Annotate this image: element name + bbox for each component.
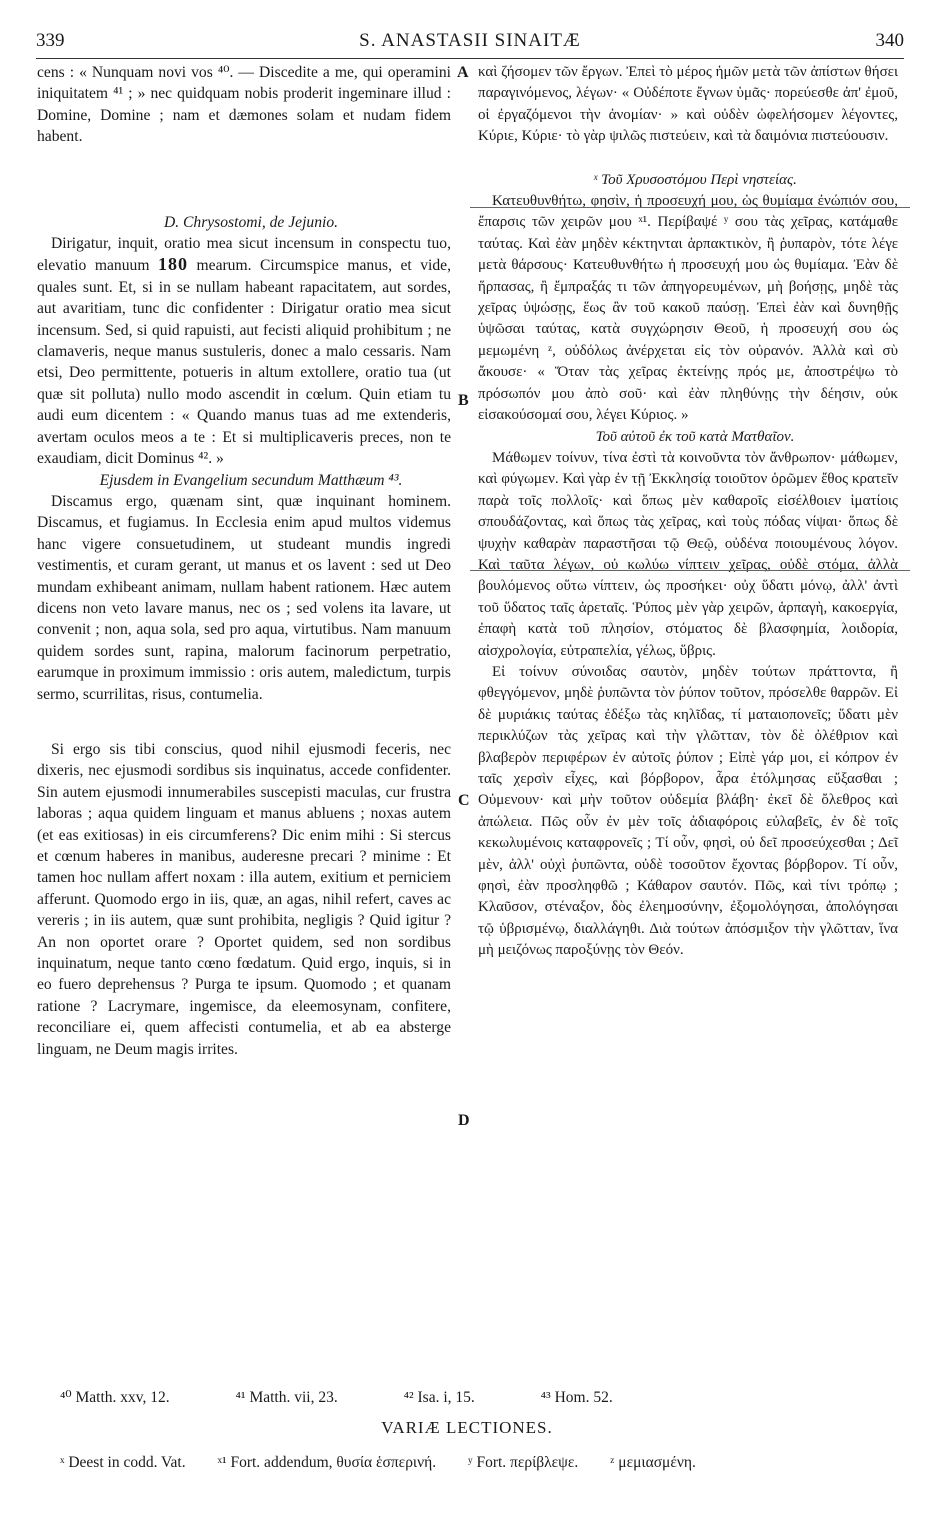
footnote: ⁴² Isa. i, 15. <box>403 1389 475 1406</box>
variae-lectiones <box>60 1454 900 1472</box>
greek-divider <box>470 207 910 208</box>
variant-reading: ʸ Fort. περίβλεψε. <box>467 1454 579 1471</box>
greek-para-3: Μάθωμεν τοίνυν, τίνα ἐστὶ τὰ κοινοῦντα τὸν ἄνθρωπον· μάθωμεν, καὶ φύγωμεν. Καὶ γὰρ ἐν τῇ Ἐκκλησίᾳ τοιοῦτον ὁρῶμεν ἔθος κρατεῖν παρὰ τοῖς πολλοῖς· καὶ ὅπως μὲν καθαροῖς εἰσέλθοιεν ἱματίοις σπουδάζοντας, καὶ ὅπως τὰς χεῖρας, καὶ τοὺς πόδας νίψαι· ὅπως δὲ ψυχὴν καθαρὰν παραστῆσαι τῷ Θεῷ, οὐδένα ποιουμένους λόγον. Καὶ ταῦτα λέγων, οὐ κωλύω νίπτειν χεῖρας, οὐδὲ στόμα, ἀλλὰ βουλόμενος οὕτω νίπτειν, ὡς προσήκει· οὐχ ὕδατι μόνῳ, ἀλλ' ἀντὶ τοῦ ὕδατος ταῖς ἀρεταῖς. Ῥύπος μὲν γὰρ χειρῶν, ἁρπαγὴ, κακοεργία, ἐπαφὴ κατὰ τοῦ πλησίον, στόματος δὲ βλασφημία, λοιδορία, αἰσχρολογία, εὐτραπελία, γέλως, ὕβρις. <box>478 449 898 659</box>
footnote: ⁴⁰ Matth. xxv, 12. <box>60 1389 170 1406</box>
variae-lectiones-title: VARIÆ LECTIONES. <box>381 1418 553 1437</box>
latin-para-2-end: mearum. Circumspice manus, et vide, quales sunt. Et, si in se nullam habeant rapacitatem, aut sordes, aut avaritiam, tunc dic confidenter : Dirigatur oratio mea sicut incensum. Sed, si quid rapuisti, aut fecisti aliquid prohibitum ; ne clamaveris, neque manus sustuleris, donec a malo cessaris. Nam etsi, Deo permittente, potueris in altum extollere, oratio tua (ut quæ sit polluta) nullo modo ascendit in cœlum. Quin etiam tu audi eum dicentem : « Quando manus tuas ad me extenderis, avertam oculos meos a te : Et si multiplicaveris preces, non te exaudiam, dicit Dominus ⁴². » <box>37 257 452 468</box>
header-rule <box>36 58 904 59</box>
marker-c: C <box>458 792 470 809</box>
latin-heading-chrysostom: D. Chrysostomi, de Jejunio. <box>163 213 339 231</box>
right-page-number: 340 <box>875 30 904 51</box>
variant-reading: ᶻ μεμιασμένη. <box>610 1454 696 1471</box>
greek-para-4: Εἰ τοίνυν σύνοιδας σαυτὸν, μηδὲν τούτων πράττοντα, ἢ φθεγγόμενον, μηδὲ ῥυπῶντα τὸν ῥύπον τοῦτον, πρόσελθε θαρρῶν. Εἰ δὲ μυριάκις ταύτας ἐδέξω τὰς κηλῖδας, τί ματαιοπονεῖς; ὕδατι μὲν περικλύζων τὰς χεῖρας καὶ τὴν γλῶτταν, τὸν δὲ ὀλέθριον καὶ βλαβερὸν περιφέρων ἐν αὐτοῖς ῥύπον ; Εἰπὲ γάρ μοι, εἰ κόπρον ἐν ταῖς χερσὶν εἶχες, καὶ βόρβορον, ἆρα ἐτόλμησας εὔξασθαι ; Οὐμενουν· καὶ μὴν τοῦτον οὐδεμία βλάβη· ἐκεῖ δὲ ὄλεθρος καὶ ἀπώλεια. Πῶς οὖν ἐν μὲν τοῖς ἀδιαφόροις εὐλαβεῖς, ἐν δὲ τοῖς κεκωλυμένοις καταφρονεῖς ; Τί οὖν, φησὶ, οὐ δεῖ προσεύχεσθαι ; Δεῖ μὲν, ἀλλ' οὐχὶ ῥυπῶντα, οὐδὲ τοσοῦτον ἔχοντας βόρβορον. Τί οὖν, φησὶ, ἐὰν προσληφθῶ ; Κάθαρον σαυτόν. Πῶς, καὶ τίνι τρόπῳ ; Κλαῦσον, στέναξον, δὸς ἐλεημοσύνην, ἐξομολόγησαι, ἀπολόγησαι τῷ ὑβρισμένῳ, διαλλάγηθι. Διὰ τούτων ἀπόσμιξον τὴν γλῶτταν, ἵνα μὴ μειζόνως παροξύνῃς τὸν Θεόν. <box>478 663 898 959</box>
latin-para-2 <box>37 233 451 469</box>
variant-reading: ˣ Deest in codd. Vat. <box>60 1454 186 1471</box>
spacer <box>37 148 451 212</box>
footnotes <box>60 1388 890 1407</box>
marker-a: A <box>457 64 469 81</box>
footnote: ⁴¹ Matth. vii, 23. <box>235 1389 338 1406</box>
column-number: 180 <box>157 254 188 275</box>
running-title: S. ANASTASII SINAITÆ <box>359 30 581 51</box>
spacer <box>37 705 451 739</box>
footnote: ⁴³ Hom. 52. <box>540 1389 613 1406</box>
marker-b: B <box>458 392 469 409</box>
left-page-number: 339 <box>36 30 65 51</box>
latin-para-2-start: Dirigatur, inquit, oratio mea sicut incensum in conspectu tuo, elevatio manuum <box>37 235 451 275</box>
greek-divider <box>470 570 910 571</box>
spacer <box>478 148 898 170</box>
variant-reading: ˣ¹ Fort. addendum, θυσία ἑσπερινή. <box>217 1454 437 1471</box>
latin-heading-matthew: Ejusdem in Evangelium secundum Matthæum ⁴³. <box>99 471 403 489</box>
marker-d: D <box>458 1112 470 1129</box>
latin-para-4: Si ergo sis tibi conscius, quod nihil ejusmodi feceris, nec dixeris, nec ejusmodi sordibus sis inquinatus, accede confidenter. Sin autem ejusmodi innumerabiles suscepisti maculas, cur frustra laboras ; aqua quidem linguam et manus abluens ; noxas autem (et eas exitiosas) in eis circumferens? Dic enim mihi : Si stercus et cœnum haberes in manibus, auderesne precari ? minime : Et tamen hoc nullam affert noxam : illa autem, exitium et perniciem afferunt. Quomodo ergo in iis, quæ, an agas, nihil refert, caves ac vereris ; in iis autem, quæ sunt prohibita, negligis ? Quid igitur ? An non oportet orare ? Oportet quidem, sed non sordibus inquinatum, neque tanto cœno fœdatum. Quid ergo, inquis, si in eo fuero deprehensus ? Purga te ipsum. Quomodo ; et quanam ratione ? Lacrymare, ingemisce, da eleemosynam, confitere, reconciliare ei, quem affecisti contumelia, et ab ea absterge linguam, ne Deum magis irrites. <box>37 740 451 1058</box>
latin-para-3: Discamus ergo, quænam sint, quæ inquinant hominem. Discamus, et fugiamus. In Ecclesia enim apud multos videmus hanc vigere consuetudinem, ut studeant mundis ingredi vestimentis, et curam gerant, ut manus et os lavent : sed ut Deo mundam exhibeant animam, nullam habent rationem. Hæc autem dicens non veto lavare manus, nec os ; sed volens ita lavare, ut convenit ; non, aqua sola, sed pro aqua, virtutibus. Nam manuum quidem sordes sunt, rapina, malorum facinorum perpetratio, earumque in proximum immissio : oris autem, maledictum, turpis sermo, scurrilitas, risus, contumelia. <box>37 492 451 703</box>
greek-column <box>478 62 898 962</box>
greek-heading-matthew: Τοῦ αὐτοῦ ἐκ τοῦ κατὰ Ματθαῖον. <box>595 428 795 445</box>
greek-para-1: καὶ ζήσομεν τῶν ἔργων. Ἐπεὶ τὸ μέρος ἡμῶν μετὰ τῶν ἀπίστων θήσει παραγινόμενος, λέγων· « Οὐδέποτε ἔγνων ὑμᾶς· πορεύεσθε ἀπ' ἐμοῦ, οἱ ἐργαζόμενοι τὴν ἀνομίαν· » καὶ οὐδὲν ὠφελήσομεν λέγοντες, Κύριε, Κύριε· τὸ γὰρ ψιλῶς πιστεύειν, καὶ τὰ δαιμόνια πιστεύουσιν. <box>478 64 898 145</box>
greek-heading-chrysostom: ˣ Τοῦ Χρυσοστόμου Περὶ νηστείας. <box>593 171 797 188</box>
latin-column <box>37 62 451 1060</box>
page-header <box>36 30 904 56</box>
greek-para-2: Κατευθυνθήτω, φησὶν, ἡ προσευχή μου, ὡς θυμίαμα ἐνώπιόν σου, ἔπαρσις τῶν χειρῶν μου ˣ¹. Περίβαψέ ʸ σου τὰς χεῖρας, κατάμαθε ταύτας. Καὶ ἐὰν μηδὲν κέκτηνται ἁρπακτικὸν, ἢ ῥυπαρὸν, τότε λέγε μετὰ θάρσους· Κατευθυνθήτω ἡ προσευχή μου ὡς θυμίαμα. Ἐὰν δὲ ἥρπασας, ἢ ἔμπραξάς τι τῶν ἀπηγορευμένων, μὴ βοήσῃς, μηδὲ τὰς χεῖρας ὑψώσῃς, ἕως ἂν τοῦ κακοῦ παύσῃ. Ἐπεὶ ἐὰν καὶ δυνηθῇς ὑψῶσαι ταύτας, κατὰ συγχώρησιν Θεοῦ, ἡ προσευχή σου ὡς μεμωμένη ᶻ, οὐδόλως ἀνέρχεται εἰς τὸν οὐρανόν. Ἀλλὰ καὶ σὺ ἄκουσε· « Ὅταν τὰς χεῖρας ἐκτείνῃς πρός με, ἀποστρέψω τὸ πρόσωπόν μου ἀπὸ σοῦ· καὶ ἐὰν πληθύνῃς τὴν δέησιν, οὐκ εἰσακούσομαί σου, λέγει Κύριος. » <box>478 193 898 424</box>
latin-para-1: cens : « Nunquam novi vos ⁴⁰. — Discedite a me, qui operamini iniquitatem ⁴¹ ; » nec quidquam nobis proderit ingeminare illud : Domine, Domine ; nam et dæmones solam et nudam fidem habent. <box>37 64 451 146</box>
